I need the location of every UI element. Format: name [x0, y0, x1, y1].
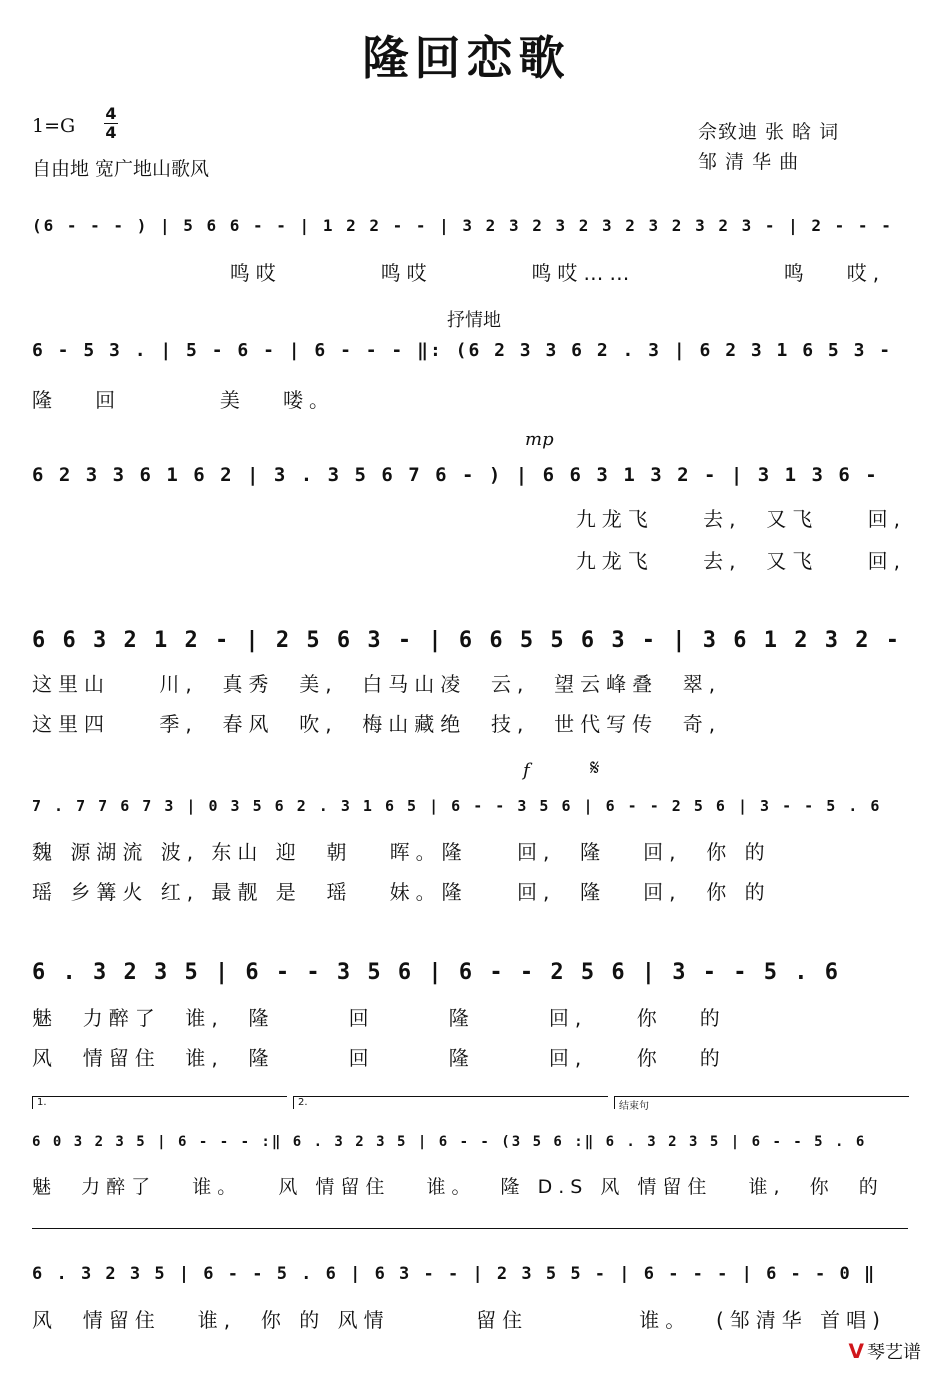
- notes-text: 6 . 3 2 3 5 | 6 - - 3 5 6 | 6 - - 2 5 6 | 3 - - 5 . 6: [32, 959, 840, 985]
- lyric-line-1: 魅 力醉了 谁。 风 情留住 谁。 隆 D.S 风 情留住 谁, 你 的: [32, 1176, 884, 1198]
- notation-line: [32, 1122, 866, 1162]
- lyric-line-1: 九龙飞 去, 又飞 回,: [32, 507, 907, 531]
- dynamic-mp: mp: [525, 429, 554, 450]
- lyric-line-1: 魏 源湖流 波, 东山 迎 朝 晖。隆 回, 隆 回, 你 的: [32, 840, 771, 864]
- notation-line: [32, 786, 881, 826]
- lyric-line-2: 风 情留住 谁, 隆 回 隆 回, 你 的: [32, 1046, 726, 1070]
- meter-top: 4: [105, 104, 117, 123]
- meter-bottom: 4: [105, 123, 117, 142]
- time-signature: [104, 105, 118, 142]
- notation-line: [32, 620, 901, 660]
- notation-line: [32, 1254, 876, 1294]
- lyricist-credit: 佘致迪 张 晗 词: [698, 121, 840, 143]
- notes-text: 6 6 3 2 1 2 - | 2 5 6 3 - | 6 6 5 5 6 3 - | 3 6 1 2 3 2 -: [32, 627, 901, 653]
- system-top-rule: [32, 1228, 908, 1229]
- tempo-marking: 自由地 宽广地山歌风: [32, 158, 210, 180]
- notes-text: 6 0 3 2 3 5 | 6 - - - :‖ 6 . 3 2 3 5 | 6 - - (3 5 6 :‖ 6 . 3 2 3 5 | 6 - - 5 . 6: [32, 1134, 867, 1150]
- lyric-line-2: 瑶 乡篝火 红, 最靓 是 瑶 妹。隆 回, 隆 回, 你 的: [32, 880, 771, 904]
- logo-mark-icon: ᐯ: [848, 1339, 864, 1363]
- site-logo: [849, 1338, 921, 1364]
- key-signature: 1=G: [32, 115, 76, 137]
- notes-text: 6 - 5 3 . | 5 - 6 - | 6 - - - ‖: (6 2 3 3 6 2 . 3 | 6 2 3 1 6 5 3 -: [32, 339, 893, 361]
- page-title: 隆回恋歌: [362, 31, 571, 85]
- second-ending-bracket: 2.: [293, 1096, 608, 1109]
- notation-line: [32, 952, 840, 992]
- notes-text: 6 . 3 2 3 5 | 6 - - 5 . 6 | 6 3 - - | 2 3 5 5 - | 6 - - - | 6 - - 0 ‖: [32, 1264, 877, 1284]
- lyric-line-1: 这里山 川, 真秀 美, 白马山凌 云, 望云峰叠 翠,: [32, 672, 722, 696]
- notation-line: [32, 455, 879, 495]
- notes-text: 6 2 3 3 6 1 6 2 | 3 . 3 5 6 7 6 - ) | 6 6 3 1 3 2 - | 3 1 3 6 -: [32, 464, 879, 486]
- segno-icon: 𝄋: [590, 756, 600, 781]
- lyric-line-1: 魅 力醉了 谁, 隆 回 隆 回, 你 的: [32, 1006, 726, 1030]
- composer-credit: 邹 清 华 曲: [698, 151, 800, 173]
- notation-line: [32, 330, 892, 370]
- notation-line: [32, 205, 893, 245]
- lyrical-marking: 抒情地: [447, 310, 501, 331]
- notes-text: (6 - - - ) | 5 6 6 - - | 1 2 2 - - | 3 2 3 2 3 2 3 2 3 2 3 2 3 - | 2 - - -: [32, 215, 893, 235]
- lyric-line-2: 这里四 季, 春风 吹, 梅山藏绝 技, 世代写传 奇,: [32, 712, 722, 736]
- first-ending-bracket: 1.: [32, 1096, 287, 1109]
- notes-text: 7 . 7 7 6 7 3 | 0 3 5 6 2 . 3 1 6 5 | 6 - - 3 5 6 | 6 - - 2 5 6 | 3 - - 5 . 6: [32, 797, 882, 815]
- lyric-line-1: 鸣哎 鸣哎 鸣哎…… 鸣 哎,: [32, 261, 886, 285]
- lyric-line-1: 风 情留住 谁, 你 的 风情 留住 谁。 (邹清华 首唱): [32, 1308, 886, 1332]
- lyric-line-1: 隆 回 美 喽。: [32, 388, 336, 412]
- dynamic-f: f: [523, 760, 530, 781]
- lyric-line-2: 九龙飞 去, 又飞 回,: [32, 549, 907, 573]
- logo-text: 琴艺谱: [867, 1342, 921, 1363]
- ending-phrase-bracket: 结束句: [614, 1096, 909, 1109]
